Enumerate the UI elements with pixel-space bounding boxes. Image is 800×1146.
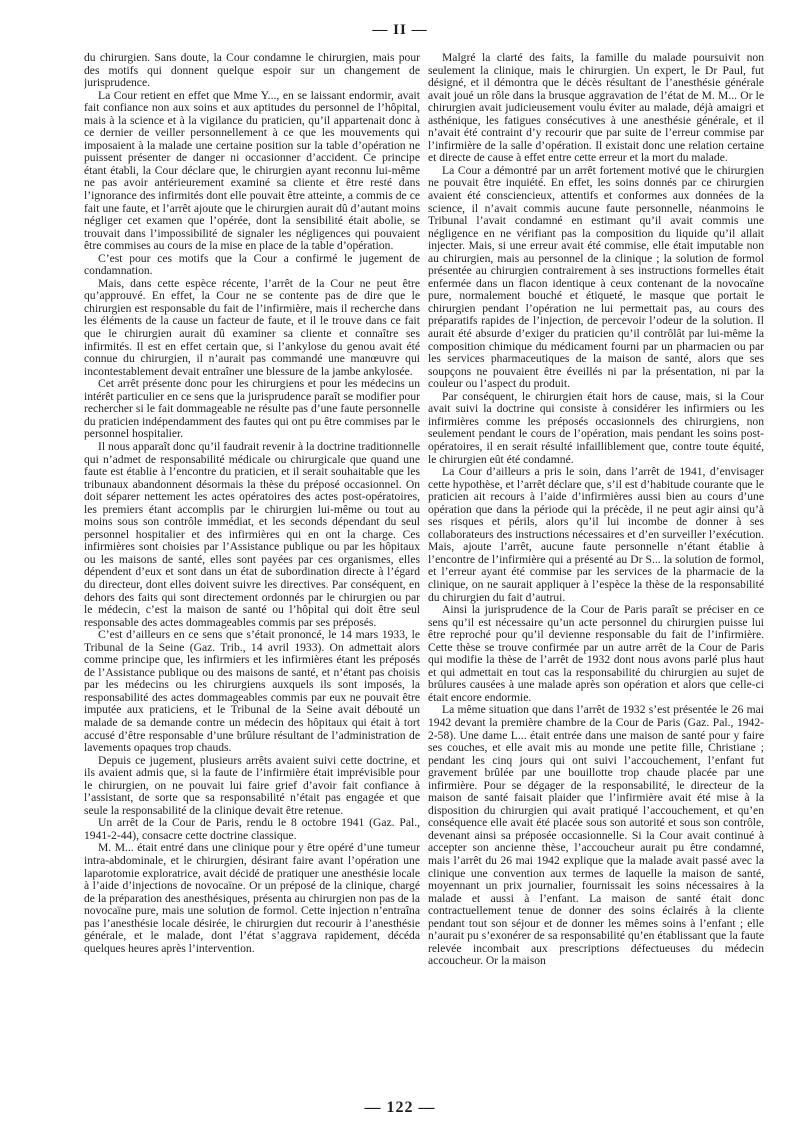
paragraph: M. M... était entré dans une clinique pour y être opéré d’une tumeur intra-abdominale, et le chirurgien, désirant faire avant l’opération une laparotomie exploratrice, avait décidé de pratiquer une anesthésie locale à l’aide d’injections de novocaïne. Or un préposé de la clinique, chargé de la préparation des anesthésiques, présenta au chirurgien non pas de la novocaïne pure, mais une solution de formol. Cette injection n’entraîna pas l’anesthésie locale désirée, le chirurgien dut recourir à l’anesthésie générale, et le malade, dont l’état s’aggrava rapidement, décéda quelques heures après l’intervention. (84, 841, 420, 955)
paragraph: La Cour d’ailleurs a pris le soin, dans l’arrêt de 1941, d’envisager cette hypothèse, et l’arrêt déclare que, s’il est d’habitude courante que le praticien ait recours à l’aide d’infirmières aussi bien au cours d’une opération que dans la période qui la précède, il ne peut agir ainsi qu’à ses risques et périls, alors qu’il lui incombe de donner à ses collaborateurs des instructions nécessaires et d’en surveiller l’exécution. Mais, ajoute l’arrêt, aucune faute personnelle n’étant établie à l’encontre de l’infirmière qui a présenté au Dr S... la solution de formol, et l’erreur ayant été commise par les services de la pharmacie de la clinique, on ne saurait appliquer à l’espèce la thèse de la responsabilité du chirurgien du fait d’autrui. (428, 465, 764, 604)
page-number: — 122 — (364, 1099, 436, 1116)
paragraph: Il nous apparaît donc qu’il faudrait revenir à la doctrine traditionnelle qui n’admet de responsabilité médicale ou chirurgicale que quand une faute est établie à l’encontre du praticien, et il serait souhaitable que les tribunaux abandonnent désormais la thèse du préposé occasionnel. On doit séparer nettement les actes opératoires des actes post-opératoires, les premiers étant accomplis par le chirurgien lui-même ou tout au moins sous son contrôle immédiat, et les seconds dépendant du seul personnel hospitalier et des infirmières qui en ont la charge. Ces infirmières sont choisies par l’Assistance publique ou par les hôpitaux ou les maisons de santé, elles sont payées par ces organismes, elles dépendent d’eux et sont dans un état de subordination directe à l’égard du directeur, dont elles doivent suivre les directives. Par conséquent, en dehors des faits qui sont directement ordonnés par le chirurgien ou par le médecin, c’est la maison de santé ou l’hôpital qui doit être seul responsable des actes dommageables commis par ses préposés. (84, 439, 420, 629)
paragraph: Un arrêt de la Cour de Paris, rendu le 8 octobre 1941 (Gaz. Pal., 1941-2-44), consacre cette doctrine classique. (84, 816, 420, 842)
paragraph: C’est d’ailleurs en ce sens que s’était prononcé, le 14 mars 1933, le Tribunal de la Seine (Gaz. Trib., 14 avril 1933). On admettait alors comme principe que, les infirmiers et les infirmières étant les préposés de l’Assistance publique ou des maisons de santé, et n’étant pas choisis par les médecins ou les chirurgiens auxquels ils sont imposés, la responsabilité des actes dommageables commis par eux ne pouvait être imputée aux praticiens, et le Tribunal de la Seine avait débouté un malade de sa demande contre un médecin des hôpitaux qui était à tort accusé d’être responsable d’une brûlure résultant de l’administration de lavements opaques trop chauds. (84, 628, 420, 755)
paragraph: La même situation que dans l’arrêt de 1932 s’est présentée le 26 mai 1942 devant la première chambre de la Cour de Paris (Gaz. Pal., 1942-2-58). Une dame L... était entrée dans une maison de santé pour y faire ses couches, et elle avait mis au monde une petite fille, Christiane ; pendant les cinq jours qui ont suivi l’accouchement, l’enfant fut gravement brûlée par une bouillotte trop chaude placée par une infirmière. Pour se dégager de la responsabilité, le directeur de la maison de santé faisait plaider que l’infirmière avait été mise à la disposition du chirurgien qui avait pratiqué l’accouchement, et qu’en conséquence elle avait été placée sous son autorité et sous son contrôle, devenant ainsi sa préposée occasionnelle. Si la Cour avait continué à accepter son ancienne thèse, l’accoucheur aurait pu être condamné, mais l’arrêt du 26 mai 1942 explique que la malade avait passé avec la clinique une convention aux termes de laquelle la maison de santé, moyennant un prix journalier, fournissait les soins nécessaires à la malade et aussi à l’enfant. La maison de santé était donc contractuellement tenue de donner des soins éclairés à la cliente pendant tout son séjour et de donner les mêmes soins à l’enfant ; elle n’aurait pu s’exonérer de sa responsabilité qu’en établissant que la faute relevée incombait aux prescriptions défectueuses du médecin accoucheur. Or la maison (428, 703, 764, 968)
paragraph: Cet arrêt présente donc pour les chirurgiens et pour les médecins un intérêt particulier en ce sens que la jurisprudence paraît se modifier pour rechercher si le fait dommageable ne résulte pas d’une faute personnelle du praticien indépendamment des fautes qui ont pu être commises par le personnel hospitalier. (84, 377, 420, 441)
paragraph: Depuis ce jugement, plusieurs arrêts avaient suivi cette doctrine, et ils avaient admis que, si la faute de l’infirmière était imprévisible pour le chirurgien, on ne pouvait lui faire grief d’avoir fait confiance à l’assistant, de sorte que sa responsabilité n’était pas engagée et que seule la responsabilité de la clinique devait être retenue. (84, 753, 420, 817)
paragraph: La Cour retient en effet que Mme Y..., en se laissant endormir, avait fait confiance non aux soins et aux aptitudes du personnel de l’hôpital, mais à la science et à la vigilance du praticien, qu’il appartenait donc à ce dernier de veiller personnellement à ce que les mouvements qui imposaient à la malade une certaine position sur la table d’opération ne puissent présenter de danger ni occasionner d’accident. Ce principe étant établi, la Cour déclare que, le chirurgien ayant reconnu lui-même ne pas avoir antérieurement examiné sa cliente et être resté dans l’ignorance des infirmités dont elle pouvait être atteinte, a commis de ce fait une faute, et l’arrêt ajoute que le chirurgien aurait dû d’autant moins négliger cet examen que l’opérée, dont la sensibilité était abolie, se trouvait dans l’impossibilité de signaler les négligences qui pouvaient être commises au cours de la mise en place de la table d’opération. (84, 88, 420, 253)
paragraph: Par conséquent, le chirurgien était hors de cause, mais, si la Cour avait suivi la doctrine qui consiste à considérer les infirmiers ou les infirmières comme les préposés occasionnels des chirurgiens, non seulement pendant le cours de l’opération, mais pendant les soins post-opératoires, il en serait résulté infailliblement que, contre toute équité, le chirurgien eût été condamné. (428, 389, 764, 466)
paragraph: Mais, dans cette espèce récente, l’arrêt de la Cour ne peut être qu’approuvé. En effet, la Cour ne se contente pas de dire que le chirurgien est responsable du fait de l’infirmière, mais il recherche dans les éléments de la cause un facteur de faute, et il le trouve dans ce fait que le chirurgien aurait dû examiner sa cliente et connaître ses infirmités. Il est en effet certain que, si l’ankylose du genou avait été connue du chirurgien, il n’aurait pas commandé une manœuvre qui incontestablement devait entraîner une blessure de la jambe ankylosée. (84, 276, 420, 378)
paragraph: C’est pour ces motifs que la Cour a confirmé le jugement de condamnation. (84, 251, 420, 278)
paragraph: du chirurgien. Sans doute, la Cour condamne le chirurgien, mais pour des motifs qui donnent quelque espoir sur un changement de jurisprudence. (84, 52, 420, 90)
left-column (84, 52, 420, 1092)
paragraph: Malgré la clarté des faits, la famille du malade poursuivit non seulement la clinique, mais le chirurgien. Un expert, le Dr Paul, fut désigné, et il démontra que le décès résultant de l’anesthésie générale avait joué un rôle dans la brusque aggravation de l’état de M. M... Or le chirurgien avait judicieusement voulu éviter au malade, déjà amaigri et asthénique, les fatigues consécutives à une anesthésie générale, et il n’avait été contraint d’y recourir que par suite de l’erreur commise par l’infirmière de la salle d’opération. Il existait donc une relation certaine et directe de cause à effet entre cette erreur et la mort du malade. (428, 52, 764, 165)
paragraph: Ainsi la jurisprudence de la Cour de Paris paraît se préciser en ce sens qu’il est nécessaire qu’un acte personnel du chirurgien puisse lui être reproché pour qu’il devienne responsable du fait de l’infirmière. Cette thèse se trouve confirmée par un autre arrêt de la Cour de Paris qui modifie la thèse de l’arrêt de 1932 dont nous avons parlé plus haut et qui admettait en tout cas la responsabilité du chirurgien au sujet de brûlures causées à une malade après son opération et alors que celle-ci était encore endormie. (428, 603, 764, 704)
running-head: — II — (372, 22, 428, 38)
paragraph: La Cour a démontré par un arrêt fortement motivé que le chirurgien ne pouvait être inquiété. En effet, les soins donnés par ce chirurgien avaient été consciencieux, attentifs et conformes aux données de la science, il n’avait commis aucune faute personnelle, néanmoins le Tribunal l’avait condamné en estimant qu’il avait commis une négligence en ne vérifiant pas la composition du liquide qu’il allait injecter. Mais, si une erreur avait été commise, elle était imputable non au chirurgien, mais au personnel de la clinique ; la solution de formol présentée au chirurgien contrairement à ses instructions formelles était enfermée dans un flacon identique à ceux contenant de la novocaïne pure, normalement bouché et étiqueté, le masque que portait le chirurgien pendant l’opération ne lui permettait pas, au cours des préparatifs rapides de l’injection, de percevoir l’odeur de la solution. Il aurait été absurde d’exiger du praticien qu’il contrôlât par lui-même la composition chimique du médicament fourni par un pharmacien ou par les services pharmaceutiques de la maison de santé, alors que ses soupçons ne pouvaient être éveillés ni par la présentation, ni par la couleur ou l’aspect du produit. (428, 163, 764, 391)
right-column (428, 52, 764, 1092)
